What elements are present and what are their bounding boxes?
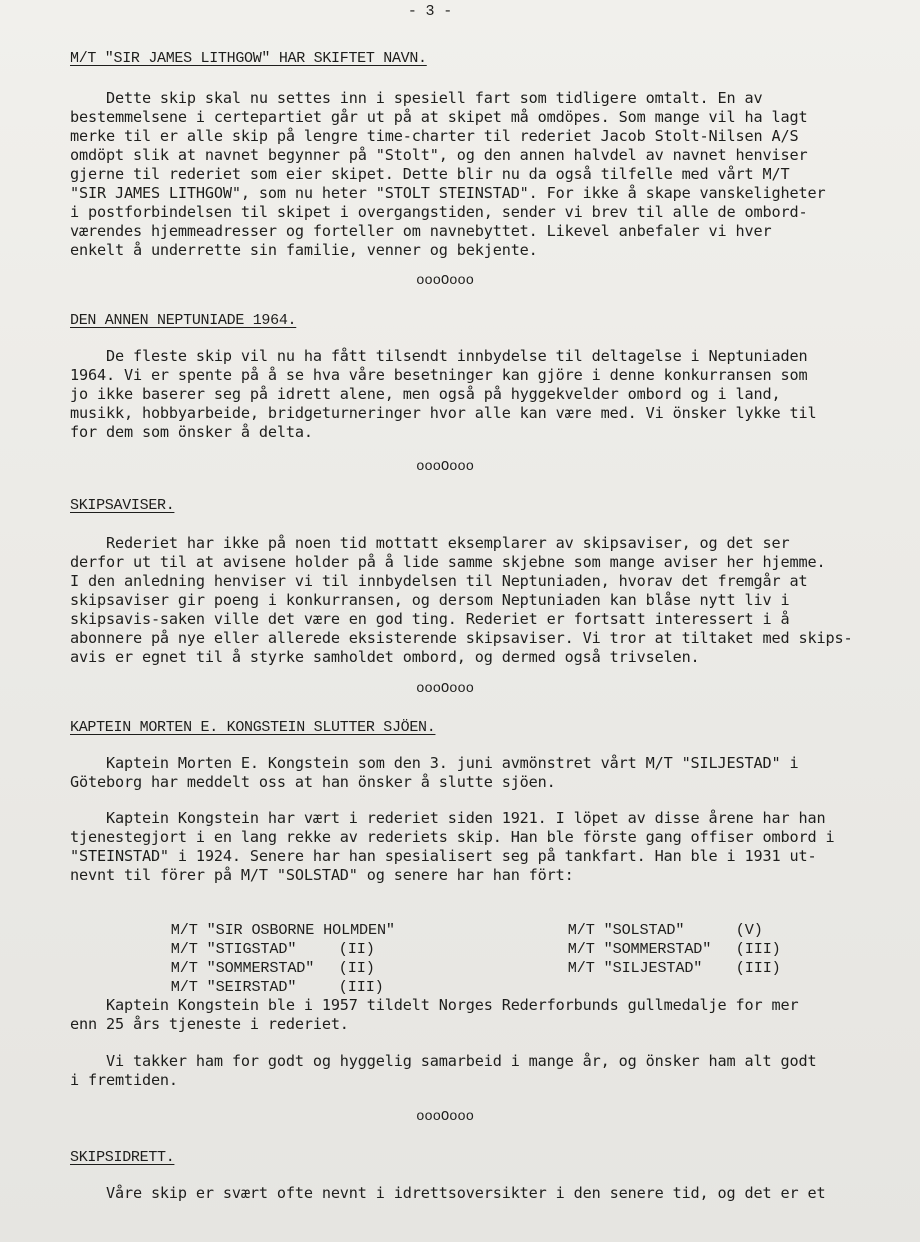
section-heading-ship-newspapers: SKIPSAVISER.	[70, 497, 175, 514]
paragraph-neptuniade: De fleste skip vil nu ha fått tilsendt innbydelse til deltagelse i Neptuniaden 1964. Vi er spente på å se hva våre besetninger kan gjöre i denne konkurransen som jo ikke baserer seg på idrett alene, men også på hyggekvelder ombord og i land, musikk, hobbyarbeide, bridgeturneringer hvor alle kan være med. Vi önsker lykke til for dem som önsker å delta.	[70, 347, 817, 441]
ship-name: M/T "SOLSTAD"	[567, 921, 685, 939]
ship-name: M/T "SILJESTAD"	[567, 959, 703, 977]
paragraph-ship-newspapers: Rederiet har ikke på noen tid mottatt eksemplarer av skipsaviser, og det ser derfor ut til at avisene holder på å lide samme skjebne som mange aviser her hjemme. I den anledning henviser vi til innbydelsen til Neptuniaden, hvorav det fremgår at skipsaviser gir poeng i konkurransen, og dersom Neptuniaden kan blåse nytt liv i skipsavis-saken ville det være en god ting. Rederiet er fortsatt interessert i å abonnere på nye eller allerede eksisterende skipsaviser. Vi tror at tiltaket med skips- avis er egnet til å styrke samholdet ombord, og dermed også trivselen.	[70, 534, 853, 666]
paragraph-name-change: Dette skip skal nu settes inn i spesiell fart som tidligere omtalt. En av bestemmelsene i certepartiet går ut på at skipet må omdöpes. Som mange vil ha lagt merke til er alle skip på lengre time-charter til rederiet Jacob Stolt-Nilsen A/S omdöpt slik at navnet begynner på "Stolt", og den annen halvdel av navnet henviser gjerne til rederiet som eier skipet. Dette blir nu da også tilfelle med vårt M/T "SIR JAMES LITHGOW", som nu heter "STOLT STEINSTAD". For ikke å skape vanskeligheter i postforbindelsen til skipet i overgangstiden, sender vi brev til alle de ombord- værendes hjemmeadresser og forteller om navnebyttet. Likevel anbefaler vi hver enkelt å underrette sin familie, venner og bekjente.	[70, 89, 826, 259]
ship-ordinal: (III)	[338, 978, 384, 996]
paragraph-captain-retires-1: Kaptein Morten E. Kongstein som den 3. juni avmönstret vårt M/T "SILJESTAD" i Göteborg har meddelt oss at han önsker å slutte sjöen.	[70, 754, 799, 791]
ship-ordinal: (V)	[735, 921, 763, 939]
paragraph-ship-sports: Våre skip er svært ofte nevnt i idrettsoversikter i den senere tid, og det er et	[70, 1184, 826, 1202]
section-heading-captain-retires: KAPTEIN MORTEN E. KONGSTEIN SLUTTER SJÖEN.	[70, 719, 436, 736]
ship-ordinal: (III)	[735, 940, 781, 958]
section-heading-neptuniade: DEN ANNEN NEPTUNIADE 1964.	[70, 312, 297, 329]
paragraph-captain-retires-3: Kaptein Kongstein ble i 1957 tildelt Norges Rederforbunds gullmedalje for mer enn 25 års tjeneste i rederiet.	[70, 996, 799, 1033]
ship-ordinal: (III)	[735, 959, 781, 977]
ship-name: M/T "SEIRSTAD"	[170, 978, 297, 996]
page-number: - 3 -	[407, 3, 453, 20]
paragraph-captain-retires-2: Kaptein Kongstein har vært i rederiet siden 1921. I löpet av disse årene har han tjenestegjort i en lang rekke av rederiets skip. Han ble förste gang offiser ombord i "STEINSTAD" i 1924. Senere har han spesialisert seg på tankfart. Han ble i 1931 ut- nevnt til förer på M/T "SOLSTAD" og senere har han fört:	[70, 809, 835, 884]
section-heading-name-change: M/T "SIR JAMES LITHGOW" HAR SKIFTET NAVN.	[70, 50, 427, 67]
ship-list	[117, 902, 781, 996]
ship-name: M/T "STIGSTAD"	[170, 940, 297, 958]
section-separator: oooOooo	[416, 681, 474, 697]
ship-ordinal: (II)	[338, 959, 375, 977]
section-heading-ship-sports: SKIPSIDRETT.	[70, 1149, 175, 1166]
paragraph-captain-retires-4: Vi takker ham for godt og hyggelig samarbeid i mange år, og önsker ham alt godt i fremtiden.	[70, 1052, 817, 1089]
ship-list-item	[514, 940, 781, 997]
section-separator: oooOooo	[416, 459, 474, 475]
section-separator: oooOooo	[416, 1109, 474, 1125]
ship-name: M/T "SOMMERSTAD"	[170, 959, 315, 977]
ship-name: M/T "SOMMERSTAD"	[567, 940, 712, 958]
ship-name: M/T "SIR OSBORNE HOLMDEN"	[170, 921, 395, 939]
section-separator: oooOooo	[416, 273, 474, 289]
ship-ordinal: (II)	[338, 940, 375, 958]
